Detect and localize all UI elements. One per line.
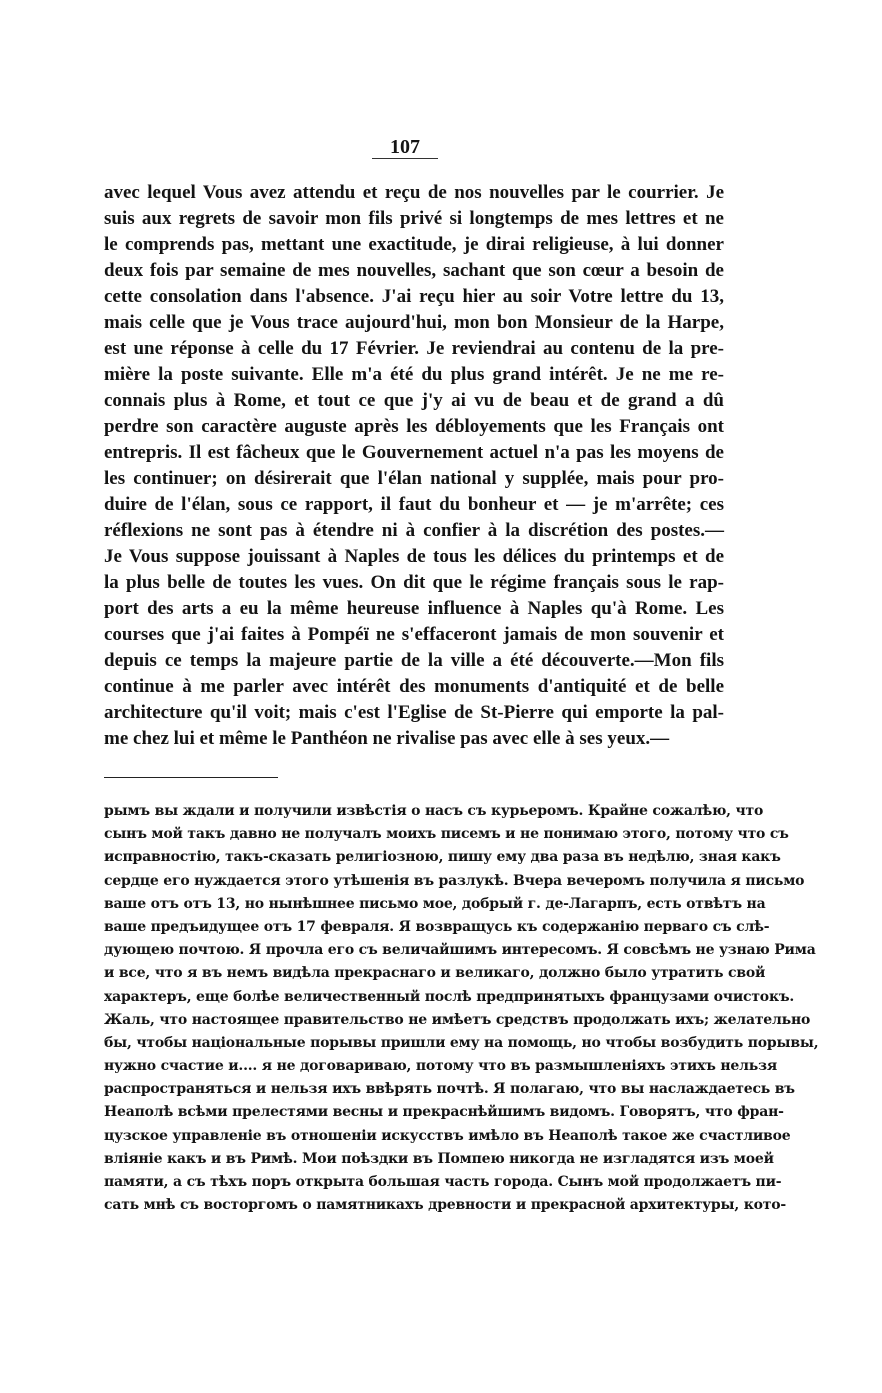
french-text-line: duire de l'élan, sous ce rapport, il faut du bonheur et — je m'arrête; ces xyxy=(104,494,724,515)
french-text-line: courses que j'ai faites à Pompéï ne s'effaceront jamais de mon souvenir et xyxy=(104,624,724,645)
french-text-line: la plus belle de toutes les vues. On dit que le régime français sous le rap- xyxy=(104,572,724,593)
russian-text-line: памяти, а съ тѣхъ поръ открыта большая часть города. Сынъ мой продолжаетъ пи- xyxy=(104,1174,782,1190)
french-text-line: le comprends pas, mettant une exactitude, je dirai religieuse, à lui donner xyxy=(104,234,724,255)
russian-translation-footnote xyxy=(104,800,819,1217)
french-text-line: est une réponse à celle du 17 Février. Je reviendrai au contenu de la pre- xyxy=(104,338,724,359)
russian-text-line: рымъ вы ждали и получили извѣстія о насъ съ курьеромъ. Крайне сожалѣю, что xyxy=(104,803,764,819)
french-text-line: réflexions ne sont pas à étendre ni à confier à la discrétion des postes.— xyxy=(104,520,724,541)
russian-text-line: дующею почтою. Я прочла его съ величайшимъ интересомъ. Я совсѣмъ не узнаю Рима xyxy=(104,942,816,959)
russian-text-line: сынъ мой такъ давно не получалъ моихъ писемъ и не понимаю этого, потому что съ xyxy=(104,826,789,843)
russian-text-line: распространяться и нельзя ихъ ввѣрять почтѣ. Я полагаю, что вы наслаждаетесь въ xyxy=(104,1081,795,1098)
russian-text-line: сать мнѣ съ восторгомъ о памятникахъ древности и прекрасной архитектуры, кото- xyxy=(104,1197,786,1214)
page-number-underline xyxy=(372,158,438,159)
russian-text-line: ваше предъидущее отъ 17 февраля. Я возвращусь къ содержанію перваго съ слѣ- xyxy=(104,918,770,935)
french-text-line: les continuer; on désirerait que l'élan national y supplée, mais pour pro- xyxy=(104,468,724,489)
french-text-line: mière la poste suivante. Elle m'a été du plus grand intérêt. Je ne me re- xyxy=(104,364,724,385)
french-letter-text xyxy=(104,180,724,752)
russian-text-line: и все, что я въ немъ видѣла прекраснаго и великаго, должно было утратить свой xyxy=(104,965,766,982)
russian-text-line: ваше отъ отъ 13, но нынѣшнее письмо мое, добрый г. де-Лагарпъ, есть отвѣтъ на xyxy=(104,895,766,912)
french-text-line: entrepris. Il est fâcheux que le Gouvernement actuel n'a pas les moyens de xyxy=(104,442,724,463)
russian-text-line: Неаполѣ всѣми прелестями весны и прекраснѣйшимъ видомъ. Говорятъ, что фран- xyxy=(104,1104,784,1121)
page-number: 107 xyxy=(390,136,420,158)
french-text-line: port des arts a eu la même heureuse influence à Naples qu'à Rome. Les xyxy=(104,598,724,619)
french-text-line: deux fois par semaine de mes nouvelles, sachant que son cœur a besoin de xyxy=(104,260,724,281)
french-text-line: perdre son caractère auguste après les débloyements que les Français ont xyxy=(104,416,724,437)
french-text-line: cette consolation dans l'absence. J'ai reçu hier au soir Votre lettre du 13, xyxy=(104,286,724,307)
french-text-line: depuis ce temps la majeure partie de la ville a été découverte.—Mon fils xyxy=(104,650,724,671)
russian-text-line: вліяніе какъ и въ Римѣ. Мои поѣздки въ Помпею никогда не изгладятся изъ моей xyxy=(104,1150,774,1167)
footnote-separator xyxy=(104,777,278,778)
french-text-line: mais celle que je Vous trace aujourd'hui, mon bon Monsieur de la Harpe, xyxy=(104,312,724,333)
french-text-line: me chez lui et même le Panthéon ne rivalise pas avec elle à ses yeux.— xyxy=(104,728,670,749)
french-text-line: Je Vous suppose jouissant à Naples de tous les délices du printemps et de xyxy=(104,546,724,567)
french-text-line: continue à me parler avec intérêt des monuments d'antiquité et de belle xyxy=(104,676,724,697)
russian-text-line: цузское управленіе въ отношеніи искусствъ имѣло въ Неаполѣ такое же счастливое xyxy=(104,1127,791,1144)
russian-text-line: сердце его нуждается этого утѣшенія въ разлукѣ. Вчера вечеромъ получила я письмо xyxy=(104,872,805,889)
russian-text-line: характеръ, еще болѣе величественный послѣ предпринятыхъ французами очистокъ. xyxy=(104,988,795,1005)
russian-text-line: Жаль, что настоящее правительство не имѣетъ средствъ продолжать ихъ; желательно xyxy=(104,1011,811,1028)
russian-text-line: нужно счастие и.... я не договариваю, потому что въ размышленіяхъ этихъ нельзя xyxy=(104,1058,777,1075)
french-text-line: connais plus à Rome, et tout ce que j'y ai vu de beau et de grand a dû xyxy=(104,390,724,411)
french-text-line: suis aux regrets de savoir mon fils privé si longtemps de mes lettres et ne xyxy=(104,208,724,229)
french-text-line: avec lequel Vous avez attendu et reçu de nos nouvelles par le courrier. Je xyxy=(104,182,724,203)
french-text-line: architecture qu'il voit; mais c'est l'Eglise de St-Pierre qui emporte la pal- xyxy=(104,702,724,723)
russian-text-line: бы, чтобы національные порывы пришли ему на помощь, но чтобы возбудить порывы, xyxy=(104,1034,819,1051)
russian-text-line: исправностію, такъ-сказать религіозною, пишу ему два раза въ недѣлю, зная какъ xyxy=(104,849,781,866)
